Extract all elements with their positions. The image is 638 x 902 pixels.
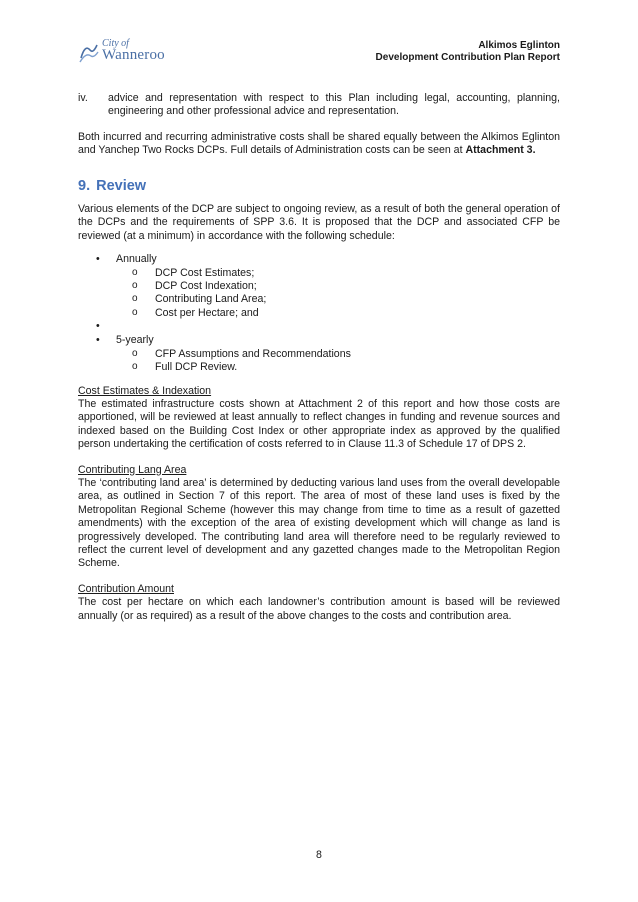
section-intro: Various elements of the DCP are subject to ongoing review, as a result of both the general operation of the DCPs and the requirements of SPP 3.6. It is proposed that the DCP and associated CFP be reviewed (at a minimum) in accordance with the following schedule: <box>78 203 560 242</box>
subsection-text: The ‘contributing land area’ is determined by deducting various land uses from the overall developable area, as outlined in Section 7 of this report. The area of most of these land uses is fixed by the Metropolitan Regional Scheme (however this may change from time to time as a result of gazetted amendments) with the exception of the area of existing development which will change as land is progressively developed. The contributing land area will therefore need to be regularly reviewed to reflect the current level of development and any gazetted changes made to the Metropolitan Region Scheme. <box>78 476 560 570</box>
schedule-subitem: o Cost per Hectare; and <box>116 307 560 320</box>
schedule-subitem: o DCP Cost Indexation; <box>116 280 560 293</box>
schedule-subitems <box>116 348 560 375</box>
schedule-subitem: o Full DCP Review. <box>116 361 560 374</box>
subsection-heading: Cost Estimates & Indexation <box>78 384 212 397</box>
schedule-label: 5-yearly <box>116 334 154 347</box>
schedule-subitem: o DCP Cost Estimates; <box>116 267 560 280</box>
admin-costs-paragraph <box>78 131 560 158</box>
report-header <box>376 40 560 64</box>
list-spacer <box>78 320 560 334</box>
review-schedule <box>78 253 560 374</box>
schedule-item <box>78 334 560 374</box>
header-title-line2: Development Contribution Plan Report <box>375 52 560 63</box>
logo-text-small: City of <box>102 38 129 49</box>
subsection-text: The estimated infrastructure costs shown at Attachment 2 of this report and how those costs are apportioned, will be reviewed at least annually to reflect changes in funding and revenue sources and indexed based on the Building Cost Index or other appropriate index as approved by the qualified person undertaking the certification of costs referred to in Clause 11.3 of Schedule 17 of DPS 2. <box>78 397 560 451</box>
subsection-contribution-amount <box>78 583 560 623</box>
subsection-text: The cost per hectare on which each landowner’s contribution amount is based will be reviewed annually (or as required) as a result of the above changes to the costs and contribution area. <box>78 596 560 622</box>
subsection-cost-estimates <box>78 385 560 452</box>
schedule-subitem: o CFP Assumptions and Recommendations <box>116 348 560 361</box>
wave-logo-icon <box>78 40 100 64</box>
schedule-subitem: o Contributing Land Area; <box>116 293 560 306</box>
subsection-heading: Contribution Amount <box>78 582 174 595</box>
page-content <box>78 92 560 623</box>
page-number: 8 <box>316 849 322 861</box>
list-item-text: advice and representation with respect to this Plan including legal, accounting, planning, engineering and other professional advice and representation. <box>108 92 560 118</box>
schedule-label: Annually <box>116 253 157 266</box>
subsection-contributing-area <box>78 464 560 571</box>
header-title-line1: Alkimos Eglinton <box>478 40 560 51</box>
section-number: 9. <box>78 177 91 194</box>
schedule-item <box>78 253 560 320</box>
admin-costs-text: Both incurred and recurring administrative costs shall be shared equally between the Alkimos Eglinton and Yanchep Two Rocks DCPs. Full details of Administration costs can be seen at <box>78 130 560 157</box>
list-item-number: iv. <box>78 92 88 104</box>
attachment-reference: Attachment 3. <box>465 144 536 157</box>
section-heading <box>78 177 560 194</box>
schedule-subitems <box>116 267 560 321</box>
city-logo <box>78 38 188 68</box>
subsection-heading: Contributing Lang Area <box>78 463 187 476</box>
list-item-iv <box>78 92 560 119</box>
section-title: Review <box>96 177 147 194</box>
logo-text-big: Wanneroo <box>102 47 165 63</box>
